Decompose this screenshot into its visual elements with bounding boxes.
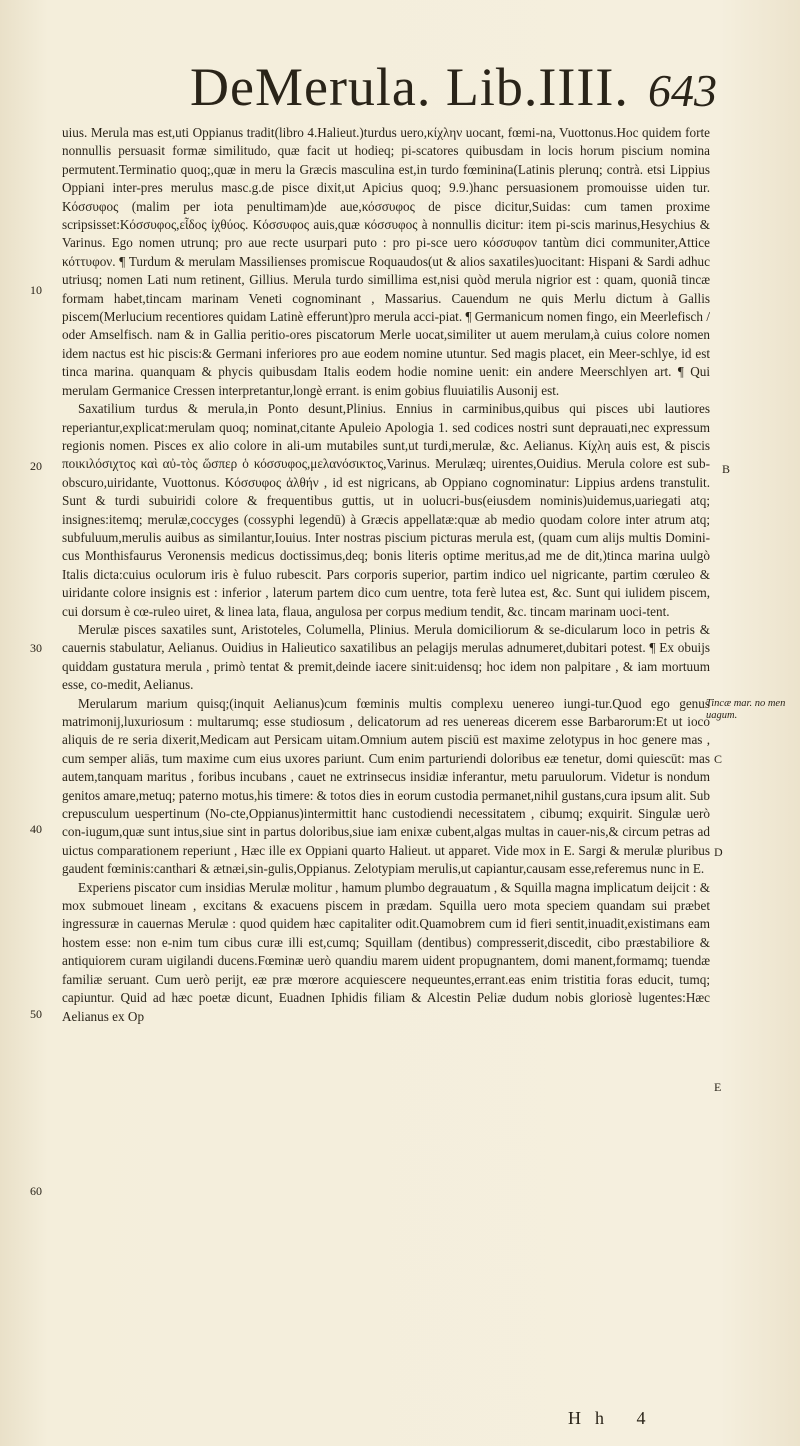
running-header <box>0 52 800 122</box>
page-title: DeMerula. Lib.IIII. <box>190 57 629 117</box>
marginal-note: Tincæ mar. no men uagum. <box>706 698 786 721</box>
paragraph-colour: Saxatilium turdus & merula,in Ponto desunt,Plinius. Ennius in carminibus,quibus qui pisces ubi lautiores reperiantur,explicat:merulam quoq; nominat,citante Apuleio Apologia 1. sed codices nostri sunt deprauati,nec expressum regionis nomen. Pisces ex alio colore in ali-um mutabiles sunt,ut turdi,merulæ, &c. Aelianus. Κίχλη auis est, & piscis ποικιλόσιχτος καὶ αὐ-τὸς ὥσπερ ὁ κόσσυφος,μελανόσικτος,Varinus. Merulæq; uirentes,Ouidius. Merula colore est sub-obscuro,uiridante, Vuottonus. Κόσσυφος ἀλθήν , id est nigricans, ab Oppiano cognominatur: Lippius ardens transtulit. Sunt & turdi subuiridi colore & frequentibus guttis, ut in uolucri-bus(eiusdem nominis)uidemus,uariegati atq; insignes:itemq; merulæ,coccyges (cossyphi legendū) à Græcis appellatæ:quæ ab medio quodam colore inter atrum atq; subfuluum,merulis auibus as similantur,Iouius. Inter nostras piscium picturas merula est, (quam cum alijs multis Domini-cus Monthisfaurus Veronensis medicus doctissimus,deq; bonis literis optime meritus,ad me de dit,)tinca marina uulgò Italis dicta:cuius oculorum iris è fuluo rubescit. Pars corporis superior, partim indico uel nigricante, partim cœruleo & uiridante colore insignis est : inferior , laterum partem dico cum uentre, tota ferè lutea est, &c. Sunt qui iulidem piscem, cui dorsum è cœ-ruleo uiret, & linea lata, flaua, angulosa per corpus medium tendit, &c. tincam marinam uoci-tent. <box>62 401 710 619</box>
line-number: 50 <box>30 1007 42 1021</box>
line-number: 30 <box>30 641 42 655</box>
paragraph-capture: Experiens piscator cum insidias Merulæ molitur , hamum plumbo degrauatum , & Squilla magna implicatum deijcit : & mox submouet lineam , excitans & exacuens piscem in prædam. Squilla uero mota speciem quandam sui præbet ingressuræ in cauernas Merulæ : quod quidem hæc capitaliter odit.Quamobrem cum id fieri sentit,inuadit,existimans eam hostem esse: non e-nim tum cibus curæ illi est,cumq; Squillam (dentibus) compresserit,discedit, cibo præstabiliore & antiquiorem curam uigilandi ducens.Fœminæ uerò quandiu marem uident propugnantem, domi manent,formamq; tuendæ familiæ seruant. Cum uerò perijt, eæ præ mœrore acquiescere nequeuntes,errant.eas enim tristitia foras educit, tumq; capiuntur. Quid ad hæc poetæ dicunt, Euadnen Iphidis filiam & Alcestin Peliæ dudum nobis gloriosè lugentes:Hæc Aelianus ex Op <box>62 879 710 1024</box>
signature-mark: Hh 4 <box>568 1408 660 1428</box>
margin-letter: C <box>714 752 723 766</box>
margin-letter: B <box>722 462 731 476</box>
page-number: 643 <box>648 65 717 116</box>
margin-letter: E <box>714 1080 722 1094</box>
line-number: 40 <box>30 822 42 836</box>
main-text <box>62 124 710 1026</box>
paragraph-names: uius. Merula mas est,uti Oppianus tradit(libro 4.Halieut.)turdus uero,κίχλην uocant, fœmi-na, Vuottonus.Hoc quidem forte nonnullis persuasit formæ similitudo, quæ facit ut hodieq; pi-scatores quibusdam in locis horum piscium nomina permutent.Terminatio quoq;,quæ in meru la Græcis masculina est,in turdo fœminina(Latinis plerunq; contrà. etsi Lippius Oppiani inter-pres merulus masc.g.de pisce dixit,ut Apicius quoq; 9.9.)hanc persuasionem promouisse uiden tur. Κόσσυφος (malim per iota penultimam)de aue,κόσσυφος de pisce dicitur,Suidas: cum tamen proxime scripsisset:Κόσσυφος,εἶδος ἰχθύος. Κόσσυφος auis,quæ κόσσυφος à nonnullis dicitur: item pi-scis marinus,Hesychius & Varinus. Ego nomen utrunq; pro aue recte usurpari puto : pro pi-sce uero κόσσυφον tantùm dici communiter,Attice κόττυφον. ¶ Turdum & merulam Massilienses promiscue Roquaudos(ut & alios saxatiles)uocitant: Hispani & Sardi adhuc utriusq; nomen Lati num retinent, Gillius. Merula turdo simillima est,nisi quòd merula nigrior est : quam, quoniã tincæ formam habet,tincam marinam Veneti cognominant , Massarius. Cauendum ne quis Merlu dictum à Gallis piscem(Merlucium recentiores quidam Latinè efferunt)pro merula acci-piat. ¶ Germanicum nomen fingo, ein Meerlefisch / oder Amselfisch. nam & in Gallia peritio-ores piscatorum Merle uocat,similiter ut auem merulam,à cuius colore nomen idem nactus est hic piscis:& Germani inferiores pro aue eodem nomine utuntur. Sed magis placet, ein Meer-schlye, id est tinca marina. quanquam & phycis quibusdam Italis eodem hodie nomine uenit: ein andere Meerschlyen art. ¶ Qui merulam Germanice Cressen interpretantur,longè errant. is enim gobius fluuiatilis Ausonij est. <box>62 125 710 398</box>
line-number: 10 <box>30 283 42 297</box>
margin-letter: D <box>714 845 723 859</box>
line-number: 60 <box>30 1184 42 1198</box>
paragraph-behaviour: Merularum marium quisq;(inquit Aelianus)cum fœminis multis complexu uenereo iungi-tur.Quod ego genus matrimonij,luxuriosum : multarumq; esse studiosum , delicatorum ad res uenereas dicerem esse Barbarorum:Et ut ioco aliquis de re seria dixerit,Medicam aut Persicam uitam.Omnium autem pisciū est maxime zelotypus in hoc genere mas , cum semper aliās, tum maxime cum eius uxores pariunt. Cum enim parturiendi doloribus eæ tenetur, domi quiescūt: mas autem,tanquam maritus , foribus incubans , cauet ne extrinsecus insidiæ inferantur, metu paruulorum. Videtur is nondum genitos amare,metuq; paterno motus,his timere: & totos dies in eorum custodia permanet,nihil gustans,cura ipsum alit. Sub crepusculum uespertinum (No-cte,Oppianus)intermittit hanc custodiendi necessitatem , cibumq; exquirit. Singulæ uerò con-iugum,quæ sunt intus,siue sint in partus doloribus,siue iam enixæ cubent,algas multas in cauer-nis,& circum petras ad uictus comparationem reperiunt , Hæc ille ex Oppiani quarto Halieut. ut apparet. Vide mox in E. Sargi & merulæ pluribus gaudent fœminis:canthari & ætnæi,sin-gulis,Oppianus. Zelotypiam merulis,ut capiantur,causam esse,referemus nunc in E. <box>62 695 710 877</box>
line-number: 20 <box>30 459 42 473</box>
paragraph-habitat: Merulæ pisces saxatiles sunt, Aristoteles, Columella, Plinius. Merula domiciliorum & se-dicularum loco in petris & cauernis stabulatur, Aelianus. Ouidius in Halieutico saxatilibus an pelagijs merulas adnumeret,dubitari potest. ¶ Ex obuijs quiddam gustatura merula , primò tentat & premit,deinde iacere sinit:uidensq; hoc idem non palpitare , & iam mortuum esse, co-medit, Aelianus. <box>62 621 710 693</box>
